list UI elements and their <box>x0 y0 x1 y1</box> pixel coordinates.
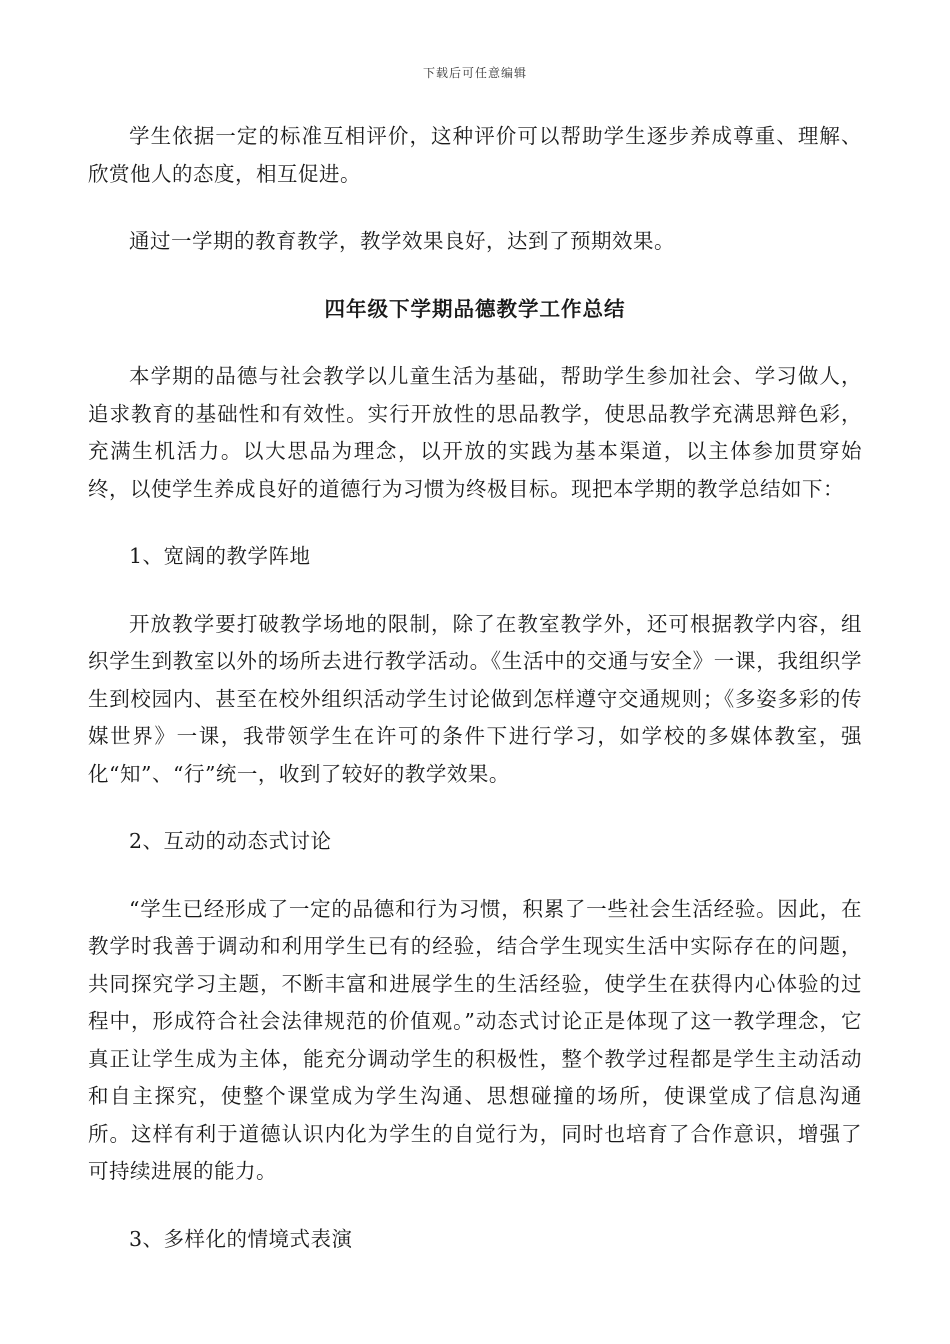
section-heading: 1、宽阔的教学阵地 <box>129 544 311 568</box>
paragraph: 通过一学期的教育教学，教学效果良好，达到了预期效果。 <box>129 229 675 253</box>
paragraph: “学生已经形成了一定的品德和行为习惯，积累了一些社会生活经验。因此，在教学时我善于调动和利用学生已有的经验，结合学生现实生活中实际存在的问题，共同探究学习主题，不断丰富和进展学生的生活经验，使学生在获得内心体验的过程中，形成符合社会法律规范的价值观。”动态式讨论正是体现了这一教学理念，它真正让学生成为主体，能充分调动学生的积极性，整个教学过程都是学生主动活动和自主探究，使整个课堂成为学生沟通、思想碰撞的场所，使课堂成了信息沟通所。这样有利于道德认识内化为学生的自觉行为，同时也培育了合作意识，增强了可持续进展的能力。 <box>88 896 862 1183</box>
paragraph: 学生依据一定的标准互相评价，这种评价可以帮助学生逐步养成尊重、理解、欣赏他人的态度，相互促进。 <box>88 124 862 186</box>
paragraph: 开放教学要打破教学场地的限制，除了在教室教学外，还可根据教学内容，组织学生到教室以外的场所去进行教学活动。《生活中的交通与安全》一课，我组织学生到校园内、甚至在校外组织活动学生讨论做到怎样遵守交通规则；《多姿多彩的传媒世界》一课，我带领学生在许可的条件下进行学习，如学校的多媒体教室，强化“知”、“行”统一，收到了较好的教学效果。 <box>88 611 862 786</box>
paragraph: 本学期的品德与社会教学以儿童生活为基础，帮助学生参加社会、学习做人，追求教育的基础性和有效性。实行开放性的思品教学，使思品教学充满思辩色彩，充满生机活力。以大思品为理念，以开放的实践为基本渠道，以主体参加贯穿始终，以使学生养成良好的道德行为习惯为终极目标。现把本学期的教学总结如下： <box>88 364 862 501</box>
document-body <box>88 118 862 1258</box>
document-title: 四年级下学期品德教学工作总结 <box>324 296 626 321</box>
section-heading: 3、多样化的情境式表演 <box>129 1226 353 1251</box>
page-header-note: 下载后可任意编辑 <box>422 66 527 80</box>
section-heading: 2、互动的动态式讨论 <box>129 829 332 853</box>
